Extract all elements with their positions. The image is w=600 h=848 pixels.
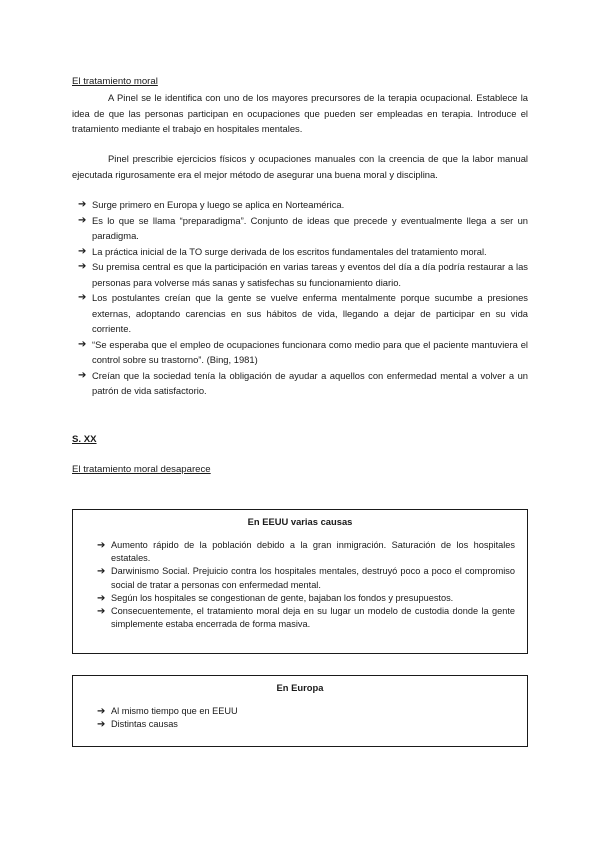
list-item: ➔ Según los hospitales se congestionan de gente, bajaban los fondos y presupuestos. <box>97 592 454 604</box>
list-item: ➔ Los postulantes creían que la gente se vuelve enferma mentalmente porque sucumbe a presiones externas, adoptando carencias en sus hábitos de vida, llegando a dejar de participar en su vida corriente. <box>78 292 528 334</box>
arrow-right-icon: ➔ <box>97 706 106 717</box>
list-item: ➔ Es lo que se llama “preparadigma”. Conjunto de ideas que precede y eventualmente llega a ser un paradigma. <box>78 214 528 241</box>
arrow-right-icon: ➔ <box>78 245 87 257</box>
list-item: ➔ La práctica inicial de la TO surge derivada de los escritos fundamentales del tratamiento moral. <box>72 244 528 260</box>
arrow-right-icon: ➔ <box>97 592 106 604</box>
list-item: ➔ Distintas causas <box>97 719 178 731</box>
arrow-right-icon: ➔ <box>97 719 106 731</box>
arrow-right-icon: ➔ <box>97 540 106 551</box>
arrow-right-icon: ➔ <box>78 261 87 272</box>
box-europa <box>72 675 528 747</box>
arrow-right-icon: ➔ <box>78 369 87 381</box>
paragraph-pinel-prescribe: Pinel prescribie ejercicios físicos y ocupaciones manuales con la creencia de que la labor manual ejecutada rigurosamente era el mejor método de asegurar una buena moral y disciplina. <box>72 153 528 180</box>
list-item: ➔ Darwinismo Social. Prejuicio contra los hospitales mentales, destruyó poco a poco el compromiso social de tratar a personas con enfermedad mental. <box>97 566 515 590</box>
list-item: ➔ Aumento rápido de la población debido a la gran inmigración. Saturación de los hospitales estatales. <box>97 540 515 564</box>
list-item: ➔ Su premisa central es que la participación en varias tareas y eventos del día a día podría restaurar a las personas para volverse más sanas y satisfechas su funcionamiento diario. <box>78 261 528 288</box>
box-eeuu-causas <box>72 509 528 654</box>
arrow-right-icon: ➔ <box>78 199 87 210</box>
bullet-list-eeuu <box>91 539 515 631</box>
arrow-right-icon: ➔ <box>97 606 106 618</box>
arrow-right-icon: ➔ <box>97 566 106 578</box>
section-heading-tratamiento-moral: El tratamiento moral <box>72 76 158 87</box>
list-item: ➔ Al mismo tiempo que en EEUU <box>97 706 238 717</box>
bullet-list-tratamiento-moral <box>72 197 528 399</box>
paragraph-pinel-intro: A Pinel se le identifica con uno de los mayores precursores de la terapia ocupacional. Establece la idea de que las personas participan en ocupaciones que pueden ser empleadas en terapia. Introduce el tratamiento mediante el trabajo en hospitales mentales. <box>72 92 528 134</box>
section-heading-siglo-xx: S. XX <box>72 434 97 445</box>
box-title-europa: En Europa <box>276 682 324 693</box>
bullet-list-europa <box>91 705 515 731</box>
list-item: ➔ Surge primero en Europa y luego se aplica en Norteamérica. <box>72 197 528 213</box>
arrow-right-icon: ➔ <box>78 214 87 226</box>
subheading-tratamiento-desaparece: El tratamiento moral desaparece <box>72 464 211 475</box>
list-item: ➔ “Se esperaba que el empleo de ocupaciones funcionara como medio para que el paciente mantuviera el control sobre su trastorno”. (Bing, 1981) <box>78 338 528 365</box>
arrow-right-icon: ➔ <box>78 292 87 303</box>
list-item: ➔ Creían que la sociedad tenía la obligación de ayudar a aquellos con enfermedad mental a volver a un patrón de vida satisfactorio. <box>78 369 528 396</box>
arrow-right-icon: ➔ <box>78 338 87 350</box>
box-title-eeuu: En EEUU varias causas <box>247 516 353 527</box>
list-item: ➔ Consecuentemente, el tratamiento moral deja en su lugar un modelo de custodia donde la gente simplemente estaba encerrada de forma masiva. <box>97 606 515 630</box>
